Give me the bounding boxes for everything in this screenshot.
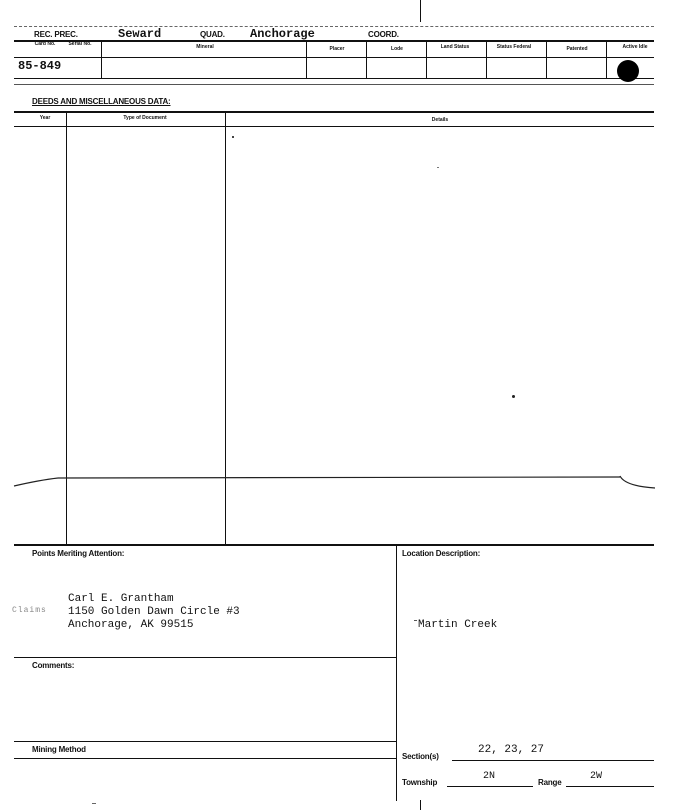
location-label: Location Description: [402, 549, 481, 558]
township-line [447, 786, 533, 787]
header-top-rule [14, 26, 654, 27]
col-sep-4 [426, 42, 427, 78]
sections-value: 22, 23, 27 [478, 744, 545, 756]
deeds-header-rule [14, 126, 654, 127]
points-label: Points Meriting Attention: [32, 549, 125, 558]
range-line [566, 786, 654, 787]
header-under-rule [14, 84, 654, 85]
quad-label: QUAD. [200, 30, 225, 39]
speck-3 [512, 395, 515, 398]
range-value: 2W [590, 771, 603, 782]
points-line-3: Anchorage, AK 99515 [68, 619, 194, 631]
quad-value: Anchorage [250, 27, 315, 41]
col-land-status: Land Status [440, 44, 470, 50]
speck-4 [414, 620, 417, 621]
card-no-value: 85-849 [18, 59, 62, 73]
col-status-federal: Status Federal [496, 44, 532, 50]
col-sep-7 [606, 42, 607, 78]
rec-prec-label: REC. PREC. [34, 30, 78, 39]
header-row-rule [14, 57, 654, 58]
deeds-col-year: Year [39, 115, 51, 121]
col-lode: Lode [391, 46, 403, 52]
bottom-divider [396, 545, 397, 801]
col-serial-no: Serial No. [68, 41, 92, 47]
header-rule [14, 40, 654, 42]
header-bottom-rule [14, 78, 654, 79]
col-patented: Patented [566, 46, 588, 52]
col-mineral: Mineral [196, 44, 214, 50]
sections-label: Section(s) [402, 752, 439, 761]
col-sep-6 [546, 42, 547, 78]
deeds-col-type: Type of Document [123, 115, 167, 121]
active-marker-dot [617, 60, 639, 82]
points-stray-mark: Claims [12, 606, 47, 615]
speck-2 [437, 167, 439, 168]
township-value: 2N [483, 771, 496, 782]
col-sep-5 [486, 42, 487, 78]
points-line-2: 1150 Golden Dawn Circle #3 [68, 606, 240, 618]
deeds-col-details: Details [431, 117, 449, 123]
location-value: Martin Creek [418, 619, 498, 631]
speck-5 [92, 803, 96, 804]
deeds-title: DEEDS AND MISCELLANEOUS DATA: [32, 97, 171, 106]
deeds-top-rule [14, 111, 654, 113]
points-line-1: Carl E. Grantham [68, 593, 174, 605]
col-sep-2 [306, 42, 307, 78]
mining-under-rule [14, 758, 396, 759]
coord-label: COORD. [368, 30, 399, 39]
comments-label: Comments: [32, 661, 75, 670]
rec-prec-value: Seward [118, 27, 162, 41]
comments-rule [14, 657, 396, 658]
top-margin-mark [420, 0, 421, 22]
mining-method-label: Mining Method [32, 745, 86, 754]
col-sep-1 [101, 42, 102, 78]
bottom-margin-mark [420, 800, 421, 810]
sections-line [452, 760, 654, 761]
col-active-idle: Active Idle [622, 44, 648, 50]
fold-crease [0, 466, 678, 496]
deeds-bottom-rule [14, 544, 654, 546]
mining-rule [14, 741, 396, 742]
speck-1 [232, 136, 234, 138]
col-sep-3 [366, 42, 367, 78]
township-label: Township [402, 778, 438, 787]
col-placer: Placer [329, 46, 345, 52]
col-card-no: Card No. [34, 41, 56, 47]
range-label: Range [538, 778, 562, 787]
